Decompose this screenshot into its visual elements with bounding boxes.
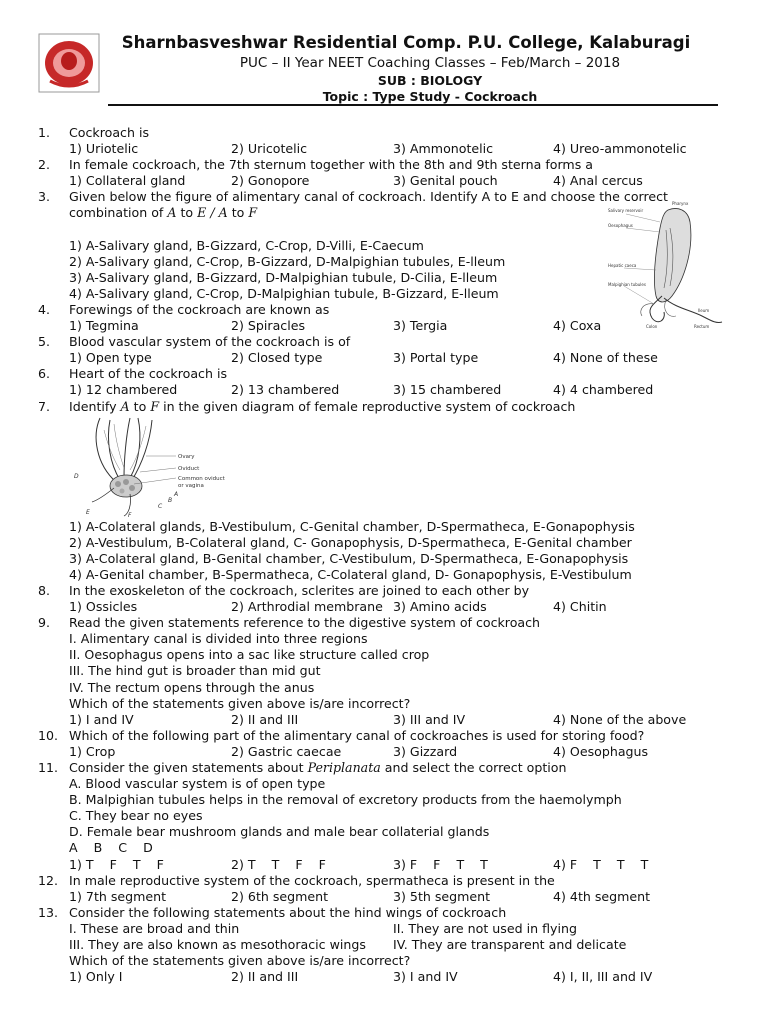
question-number: 8.: [38, 582, 51, 598]
fig2-label: or vagina: [178, 483, 204, 489]
question-11: [38, 760, 738, 776]
option: 1) Only I: [69, 969, 123, 985]
question-text: Forewings of the cockroach are known as: [69, 301, 330, 317]
math-variable: A: [120, 398, 130, 414]
question-number: 13.: [38, 904, 59, 920]
statement: I. These are broad and thin: [69, 920, 240, 936]
statements-row: [38, 921, 738, 937]
question-number: 1.: [38, 125, 51, 140]
option: 3) F F T T: [393, 856, 488, 872]
option: 4) Anal cercus: [553, 173, 643, 189]
option: 4) A-Genital chamber, B-Spermatheca, C-Colateral gland, D- Gonapophysis, E-Vestibulum: [69, 566, 632, 582]
text-fragment: to: [129, 398, 151, 414]
question-text: In the exoskeleton of the cockroach, sclerites are joined to each other by: [69, 582, 530, 598]
option: 2) II and III: [231, 969, 299, 985]
option: 2) Spiracles: [231, 318, 306, 334]
statement: A. Blood vascular system is of open type: [69, 776, 326, 792]
statement: Which of the statements given above is/are incorrect?: [69, 695, 411, 711]
statement: II. Oesophagus opens into a sac like structure called crop: [69, 647, 430, 663]
statement: D. Female bear mushroom glands and male bear collaterial glands: [69, 824, 490, 840]
option: 3) I and IV: [393, 969, 458, 985]
statements-row: [38, 937, 738, 953]
option: 3) Gizzard: [393, 743, 458, 759]
question-text: In female cockroach, the 7th sternum together with the 8th and 9th sterna forms a: [69, 157, 593, 173]
text-fragment: to: [227, 205, 249, 221]
option: 4) 4th segment: [553, 888, 651, 904]
page-header: [0, 0, 768, 110]
option: 4) Ureo-ammonotelic: [553, 141, 687, 157]
text-fragment: combination of: [69, 205, 168, 221]
question-13: [38, 905, 738, 921]
question-text: Given below the figure of alimentary canal of cockroach. Identify A to E and choose the correct: [69, 189, 668, 205]
question-1: [38, 125, 738, 141]
fig2-label: A: [174, 491, 179, 498]
statement: I. Alimentary canal is divided into three regions: [69, 631, 368, 647]
fig2-label: F: [128, 512, 132, 518]
options-row: [38, 350, 738, 366]
options-row: [38, 857, 738, 873]
text-fragment: Consider the given statements about: [69, 760, 308, 775]
option: 2) Uricotelic: [231, 141, 308, 157]
option: 2) T T F F: [231, 856, 326, 872]
option: 1) A-Colateral glands, B-Vestibulum, C-Genital chamber, D-Spermatheca, E-Gonapophysis: [69, 518, 635, 534]
option: 4) I, II, III and IV: [553, 969, 653, 985]
option: 2) Closed type: [231, 350, 323, 366]
fig1-label: Ileum: [698, 308, 710, 313]
statement: III. They are also known as mesothoracic wings: [69, 937, 366, 953]
statement: IV. The rectum opens through the anus: [69, 679, 315, 695]
options-row: [38, 141, 738, 157]
question-number: 10.: [38, 727, 59, 743]
question-text: Read the given statements reference to the digestive system of cockroach: [69, 615, 541, 631]
option: 3) Portal type: [393, 350, 479, 366]
question-text: Cockroach is: [69, 125, 150, 140]
question-number: 7.: [38, 398, 51, 414]
option: 2) A-Vestibulum, B-Colateral gland, C- Gonapophysis, D-Spermatheca, E-Genital chamber: [69, 534, 632, 550]
fig1-label: Malpighian tubules: [608, 282, 646, 287]
question-list: [38, 125, 738, 985]
statement-header: A B C D: [69, 840, 153, 856]
question-12: [38, 873, 738, 889]
question-text: Blood vascular system of the cockroach is of: [69, 334, 351, 350]
question-6: [38, 366, 738, 382]
fig2-label: B: [168, 497, 173, 504]
option: 2) Gastric caecae: [231, 743, 342, 759]
question-number: 11.: [38, 760, 59, 775]
genus-name: Periplanata: [307, 760, 381, 775]
option: 2) 13 chambered: [231, 382, 340, 398]
question-3: [38, 189, 738, 205]
option: 1) T F T F: [69, 856, 164, 872]
option: 4) 4 chambered: [553, 382, 654, 398]
question-7: [38, 399, 738, 415]
question-2: [38, 157, 738, 173]
question-number: 2.: [38, 157, 51, 173]
option: 1) Tegmina: [69, 318, 139, 334]
option: 4) A-Salivary gland, C-Crop, D-Malpighian tubule, B-Gizzard, E-lleum: [69, 285, 499, 301]
question-text: Consider the following statements about the hind wings of cockroach: [69, 904, 507, 920]
option: 3) A-Salivary gland, B-Gizzard, D-Malpighian tubule, D-Cilia, E-lleum: [69, 269, 498, 285]
text-fragment: Identify: [69, 398, 121, 414]
fig2-label: E: [86, 509, 90, 516]
fig1-label: Pharynx: [672, 201, 689, 206]
math-variable: F: [248, 205, 258, 221]
option: 1) I and IV: [69, 711, 134, 727]
option: 3) Genital pouch: [393, 173, 498, 189]
math-symbol: /: [206, 205, 219, 221]
option: 3) 5th segment: [393, 888, 491, 904]
option: 1) Collateral gland: [69, 173, 186, 189]
question-10: [38, 728, 738, 744]
option: 2) Gonopore: [231, 173, 310, 189]
statement: II. They are not used in flying: [393, 920, 577, 936]
options-row: [38, 382, 738, 398]
option: 2) A-Salivary gland, C-Crop, B-Gizzard, D-Malpighian tubules, E-lleum: [69, 253, 506, 269]
spacer: [38, 222, 738, 238]
fig1-label: Oesophagus: [608, 223, 633, 228]
question-5: [38, 334, 738, 350]
question-number: 4.: [38, 301, 51, 317]
option: 4) None of the above: [553, 711, 687, 727]
options-row: [38, 318, 738, 334]
math-variable: A: [218, 205, 228, 221]
question-4: [38, 302, 738, 318]
math-variable: E: [197, 205, 207, 221]
question-number: 3.: [38, 189, 51, 205]
fig2-label: D: [74, 473, 79, 480]
fig2-label: Ovary: [178, 454, 195, 460]
option: 4) Chitin: [553, 599, 607, 615]
question-text: In male reproductive system of the cockroach, spermatheca is present in the: [69, 872, 555, 888]
option: 3) III and IV: [393, 711, 466, 727]
college-name: Sharnbasveshwar Residential Comp. P.U. College, Kalaburagi: [121, 33, 691, 52]
option: 2) II and III: [231, 711, 299, 727]
math-variable: F: [150, 398, 160, 414]
fig2-label: Oviduct: [178, 466, 200, 472]
fig2-label: Common oviduct: [178, 476, 225, 482]
question-text: Which of the following part of the alimentary canal of cockroaches is used for storing food?: [69, 727, 645, 743]
option: 3) 15 chambered: [393, 382, 502, 398]
question-number: 12.: [38, 872, 59, 888]
question-9: [38, 615, 738, 631]
options-row: [38, 173, 738, 189]
option: 1) Crop: [69, 743, 116, 759]
options-row: [38, 712, 738, 728]
options-row: [38, 889, 738, 905]
option: 2) 6th segment: [231, 888, 329, 904]
question-8: [38, 583, 738, 599]
option: 4) None of these: [553, 350, 658, 366]
option: 1) Open type: [69, 350, 152, 366]
option: 1) Ossicles: [69, 599, 138, 615]
option: 3) Ammonotelic: [393, 141, 494, 157]
statement: IV. They are transparent and delicate: [393, 937, 627, 953]
topic-line: Topic : Type Study - Cockroach: [322, 89, 538, 104]
question-number: 5.: [38, 334, 51, 350]
options-row: [38, 744, 738, 760]
question-number: 9.: [38, 615, 51, 631]
question-text: Heart of the cockroach is: [69, 366, 228, 382]
statement: C. They bear no eyes: [69, 808, 203, 824]
fig1-label: Salivary reservoir: [608, 208, 644, 213]
options-row: [38, 599, 738, 615]
fig1-label: Colon: [646, 324, 658, 329]
math-variable: A: [167, 205, 177, 221]
question-text-continued: [38, 205, 738, 221]
question-number: 6.: [38, 366, 51, 382]
option: 2) Arthrodial membrane: [231, 599, 383, 615]
statement: Which of the statements given above is/are incorrect?: [69, 953, 411, 969]
option: 1) Uriotelic: [69, 141, 139, 157]
option: 1) 7th segment: [69, 888, 167, 904]
text-fragment: in the given diagram of female reproductive system of cockroach: [159, 398, 576, 414]
option: 4) Oesophagus: [553, 743, 649, 759]
option: 1) A-Salivary gland, B-Gizzard, C-Crop, D-Villi, E-Caecum: [69, 237, 424, 253]
option: 3) Amino acids: [393, 599, 487, 615]
statement: B. Malpighian tubules helps in the removal of excretory products from the haemolymph: [69, 792, 622, 808]
option: 3) A-Colateral gland, B-Genital chamber, C-Vestibulum, D-Spermatheca, E-Gonapophysis: [69, 550, 629, 566]
figure-spacer: [38, 415, 738, 519]
fig2-label: C: [158, 503, 163, 510]
text-fragment: to: [176, 205, 198, 221]
course-line: PUC – II Year NEET Coaching Classes – Feb/March – 2018: [239, 55, 621, 71]
fig1-label: Hepatic caeca: [608, 263, 637, 268]
statement: III. The hind gut is broader than mid gut: [69, 663, 321, 679]
header-rule: [108, 104, 718, 106]
options-row: [38, 969, 738, 985]
option: 3) Tergia: [393, 318, 448, 334]
subject-line: SUB : BIOLOGY: [377, 73, 483, 88]
fig1-label: Rectum: [694, 324, 710, 329]
option: 4) F T T T: [553, 856, 649, 872]
option: 1) 12 chambered: [69, 382, 178, 398]
text-fragment: and select the correct option: [380, 760, 567, 775]
option: 4) Coxa: [553, 318, 602, 334]
